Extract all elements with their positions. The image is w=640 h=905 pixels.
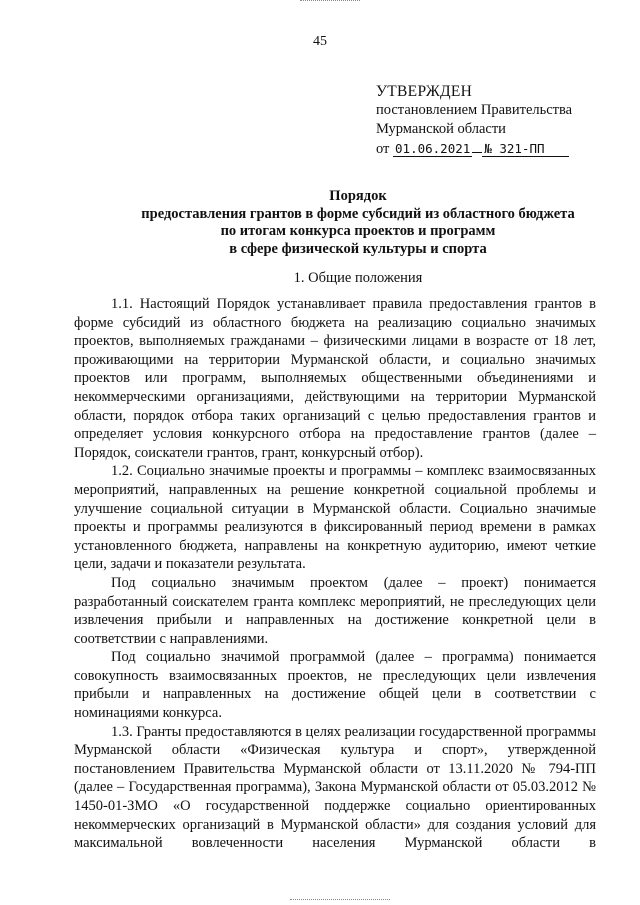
- page-number: 45: [313, 34, 327, 49]
- scan-mark-top: [300, 0, 360, 3]
- number-value: 321-ПП: [499, 141, 545, 156]
- number-prefix: №: [484, 141, 492, 156]
- approval-stamp: УТВЕРЖДЕН: [376, 83, 473, 100]
- paragraph-project-definition: Под социально значимым проектом (далее – проект) понимается разработанный соискателем гранта комплекс мероприятий, не преследующих цели извлечения прибыли и направленных на достижение конкретной цели в соответствии с направлениями.: [74, 574, 596, 647]
- document-title: [0, 188, 640, 258]
- title-line-3: по итогам конкурса проектов и программ: [220, 223, 496, 239]
- approval-date: 01.06.2021: [395, 141, 471, 156]
- paragraph-1-2: 1.2. Социально значимые проекты и программы – комплекс взаимосвязанных мероприятий, направленных на решение конкретной социальной проблемы и улучшение социальной ситуации в Мурманской области. Социально значимые проекты и программы реализуются в фиксированный период времени в рамках установленного бюджета, направлены на конкретную аудиторию, имеют четкие цели, задачи и показатели результата.: [74, 463, 596, 573]
- underline-gap: [472, 152, 482, 153]
- approval-date-line: [376, 139, 572, 159]
- date-prefix: от: [376, 141, 390, 157]
- approval-line-2: Мурманской области: [376, 121, 506, 137]
- scan-mark-bottom: [290, 899, 390, 902]
- paragraph-1-3: 1.3. Гранты предоставляются в целях реализации государственной программы Мурманской области «Физическая культура и спорт», утвержденной постановлением Правительства Мурманской области от 13.11.2020 № 794-ПП (далее – Государственная программа), Закона Мурманской области от 05.03.2012 № 1450-01-ЗМО «О государственной поддержке социально ориентированных некоммерческих организаций в Мурманской области» для создания условий для максимальной вовлеченности населения Мурманской области в: [74, 723, 596, 852]
- body-text: [74, 295, 596, 853]
- title-line-1: Порядок: [329, 188, 387, 204]
- section-heading: 1. Общие положения: [293, 270, 423, 286]
- title-line-2: предоставления грантов в форме субсидий из областного бюджета: [141, 205, 575, 222]
- paragraph-program-definition: Под социально значимой программой (далее – программа) понимается совокупность взаимосвязанных проектов, не преследующих цели извлечения прибыли и направленных на достижение общей цели в соответствии с номинациями конкурса.: [74, 649, 596, 722]
- paragraph-1-1: 1.1. Настоящий Порядок устанавливает правила предоставления грантов в форме субсидий из областного бюджета на реализацию социально значимых проектов, выполняемых гражданами – физическими лицами в возрасте от 18 лет, проживающими на территории Мурманской области, и социально значимых проектов или программ, выполняемых общественными объединениями и некоммерческими организациями, действующими на территории Мурманской области, порядок отбора таких организаций с целью предоставления грантов и определяет условия конкурсного отбора на предоставление грантов (далее – Порядок, соискатели грантов, грант, конкурсный отбор).: [74, 296, 596, 461]
- approval-block: [376, 82, 572, 159]
- approval-number: [482, 141, 569, 157]
- approval-line-1: постановлением Правительства: [376, 102, 573, 118]
- title-line-4: в сфере физической культуры и спорта: [229, 240, 487, 257]
